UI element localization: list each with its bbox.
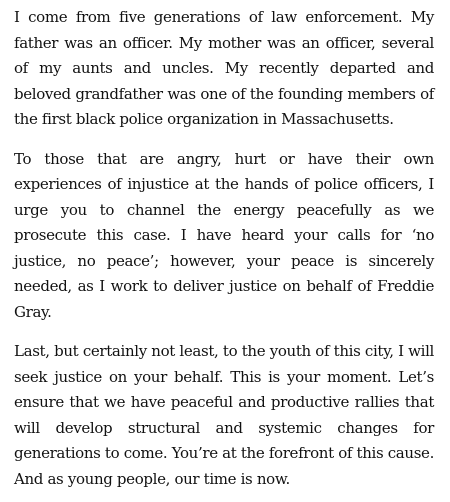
document-body	[14, 5, 434, 492]
paragraph-call-for-peace: To those that are angry, hurt or have their own experiences of injustice at the hands of police officers, I urge you to channel the energy peacefully as we prosecute this case. I have heard your calls for ‘no justice, no peace’; however, your peace is sincerely needed, as I work to deliver justice on behalf of Freddie Gray.	[14, 149, 434, 321]
paragraph-youth-message: Last, but certainly not least, to the youth of this city, I will seek justice on your behalf. This is your moment. Let’s ensure that we have peaceful and productive rallies that will develop structural and systemic changes for generations to come. You’re at the forefront of this cause. And as young people, our time is now.	[14, 342, 434, 488]
paragraph-family-background: I come from five generations of law enforcement. My father was an officer. My mother was an officer, several of my aunts and uncles. My recently departed and beloved grandfather was one of the founding members of the first black police organization in Massachusetts.	[14, 8, 434, 128]
